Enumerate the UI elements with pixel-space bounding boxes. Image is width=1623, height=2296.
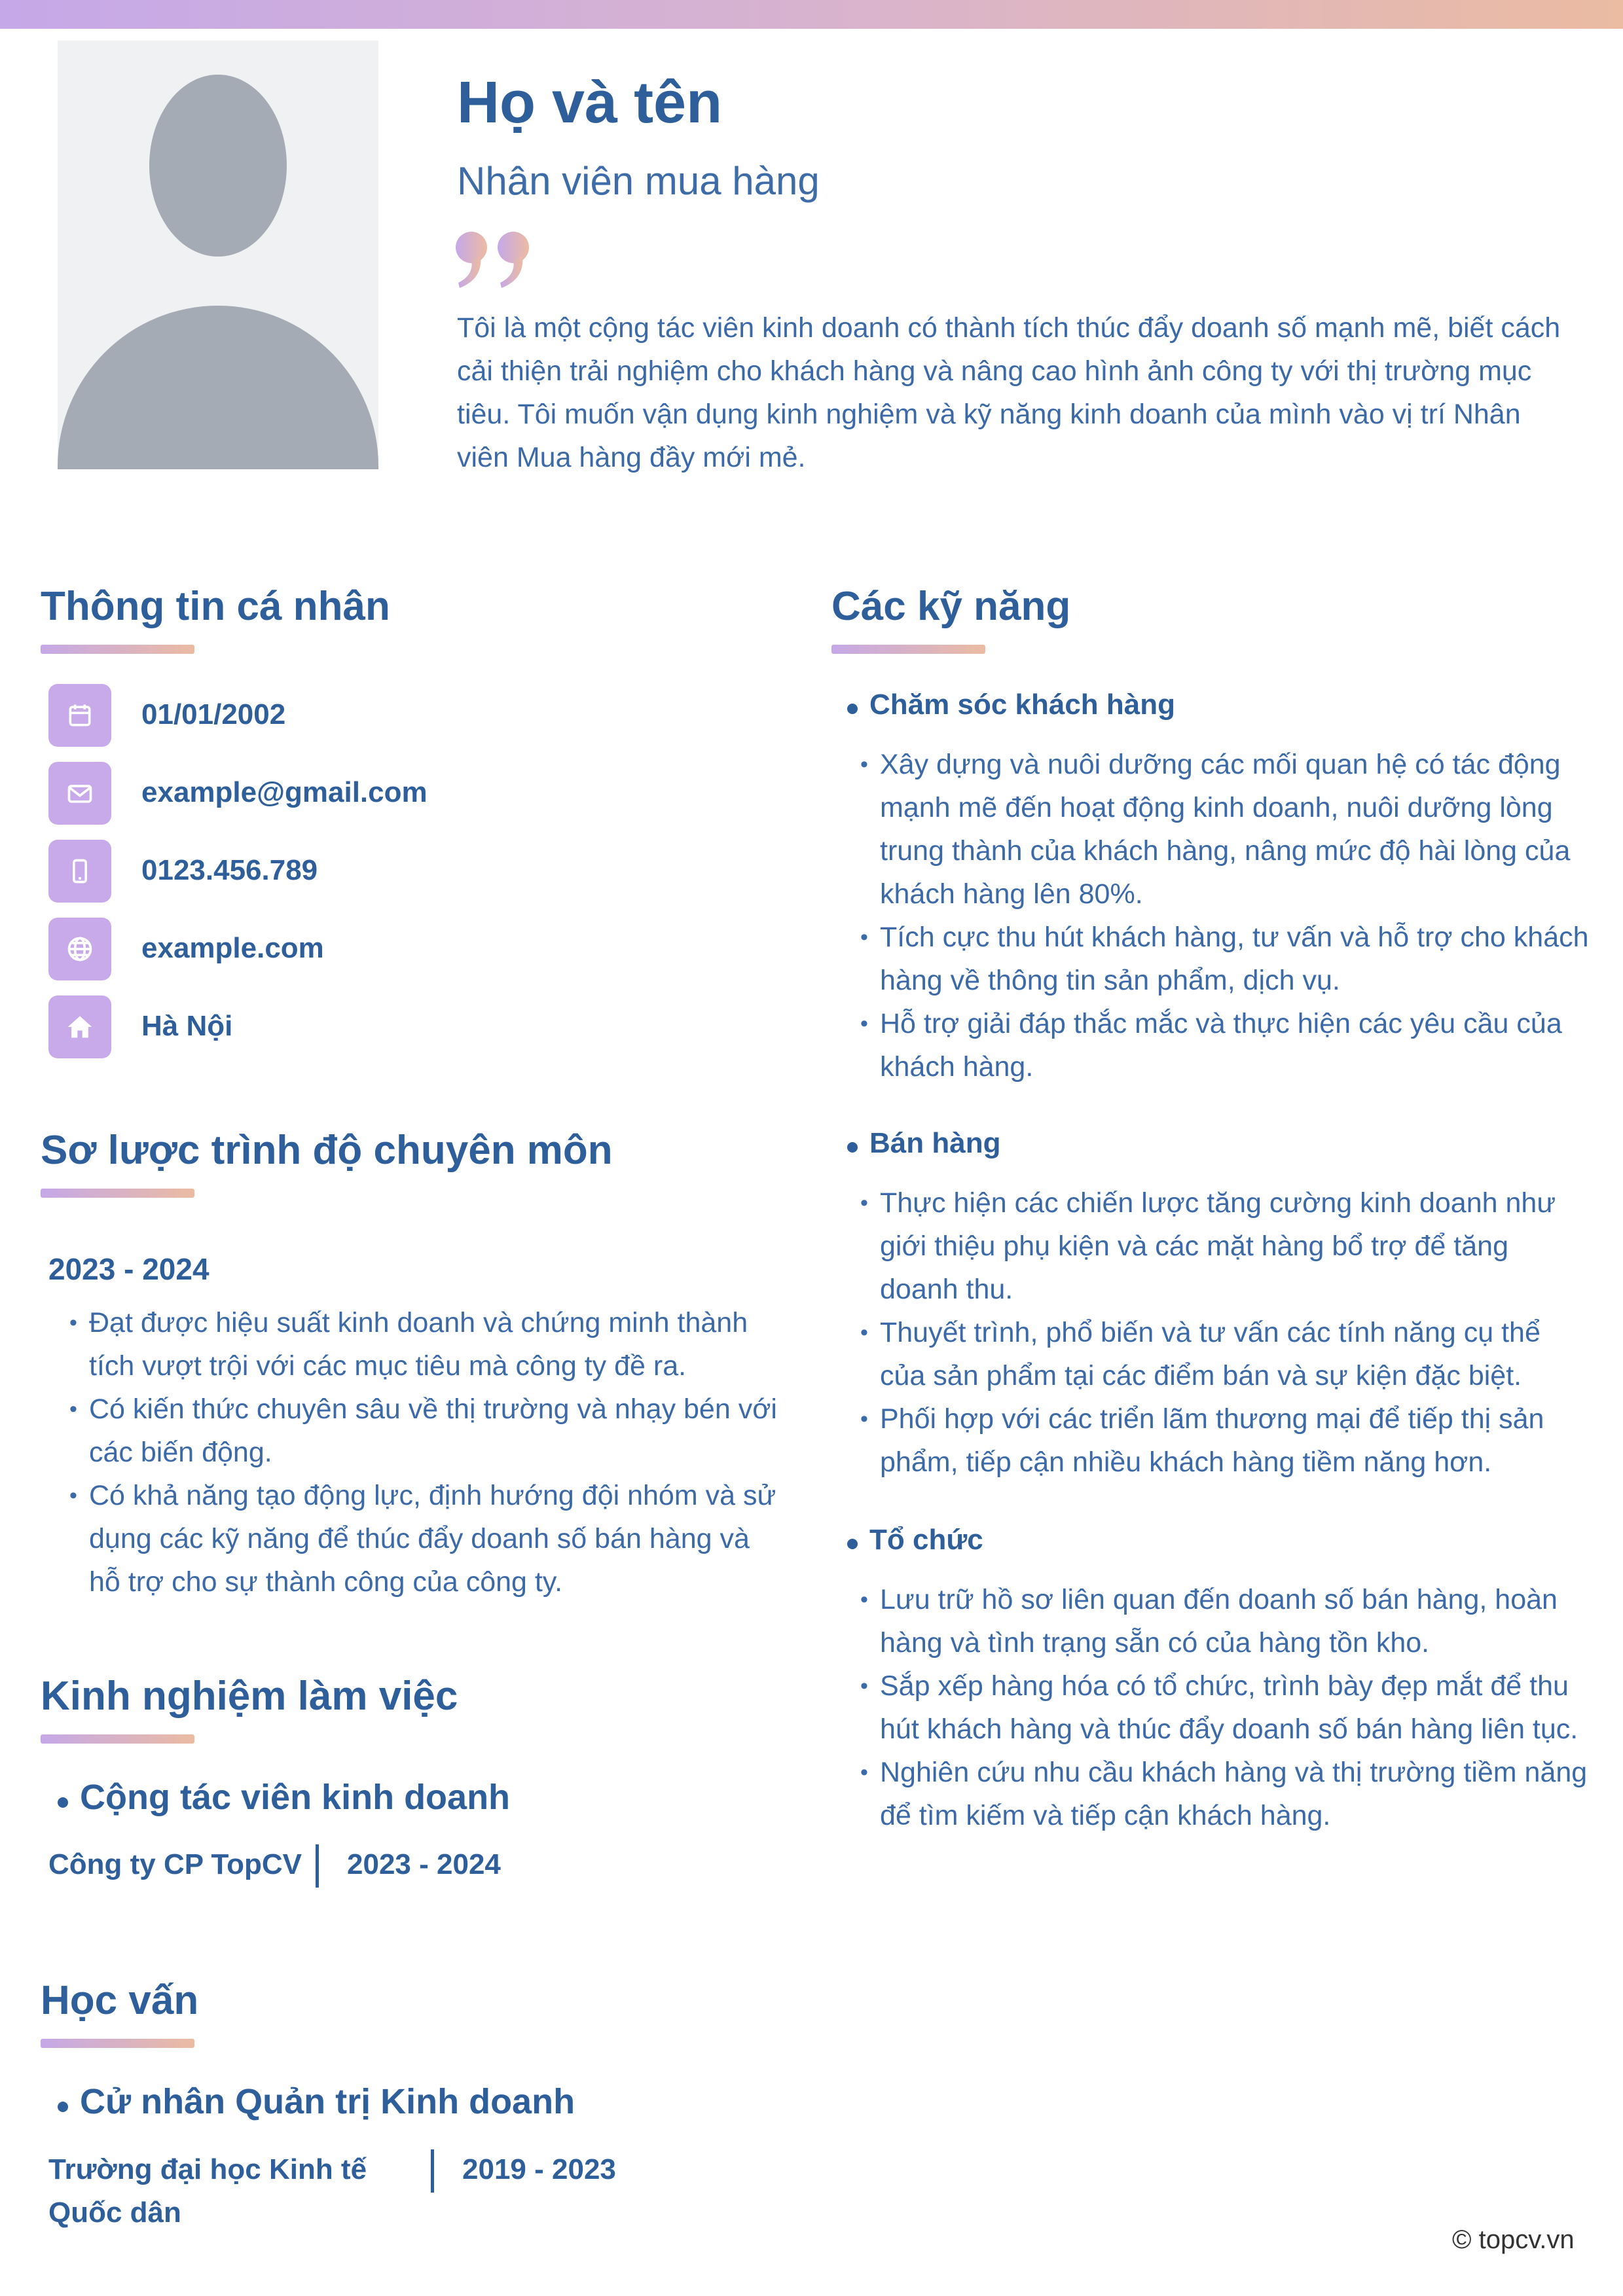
section-divider [41,645,194,654]
education-start: 2019 [462,2153,526,2185]
copyright: © topcv.vn [1452,2225,1575,2254]
list-item: • Xây dựng và nuôi dưỡng các mối quan hệ có tác động mạnh mẽ đến hoạt động kinh doanh, nuôi dưỡng lòng trung thành của khách hàng, nâng mức độ hài lòng của khách hàng lên 80%. [851,743,1591,916]
contact-value: Hà Nội [141,1010,233,1042]
section-divider [41,2039,194,2048]
full-name: Họ và tên [457,70,723,135]
contact-birthday [48,684,703,747]
top-gradient-bar [0,0,1623,29]
list-item: • Hỗ trợ giải đáp thắc mắc và thực hiện các yêu cầu của khách hàng. [851,1002,1591,1088]
list-item: • Có kiến thức chuyên sâu về thị trường và nhạy bén với các biến động. [60,1388,787,1474]
bullet-dot [847,704,858,714]
vertical-separator [431,2149,434,2193]
contact-address [48,996,703,1058]
list-item: • Có khả năng tạo động lực, định hướng đội nhóm và sử dụng các kỹ năng để thúc đẩy doanh số bán hàng và hỗ trợ cho sự thành công của công ty. [60,1474,787,1604]
bullet-dot [58,2102,68,2112]
education-end: 2023 [552,2153,616,2185]
list-item: • Lưu trữ hồ sơ liên quan đến doanh số bán hàng, hoàn hàng và tình trạng sẵn có của hàng tồn kho. [851,1578,1591,1664]
home-icon [48,996,111,1058]
skill-group-title [847,1524,983,1556]
skill-group-list [851,1578,1591,1837]
education-dates: 2019 - 2023 [462,2153,616,2185]
bullet-dot [847,1142,858,1153]
list-item: • Thực hiện các chiến lược tăng cường kinh doanh như giới thiệu phụ kiện và các mặt hàng bổ trợ để tăng doanh thu. [851,1181,1591,1311]
education-heading: Học vấn [41,1978,199,2023]
experience-start: 2023 [347,1848,411,1880]
calendar-icon [48,684,111,747]
education-school-line2: Quốc dân [48,2197,181,2229]
avatar [58,41,378,469]
section-divider [41,1734,194,1744]
education-school-line1: Trường đại học Kinh tế [48,2153,367,2185]
avatar-head [149,75,287,257]
personal-heading: Thông tin cá nhân [41,584,390,629]
qualifications-list [60,1301,787,1604]
list-item: • Thuyết trình, phổ biến và tư vấn các tính năng cụ thể của sản phẩm tại các điểm bán và sự kiện đặc biệt. [851,1311,1591,1397]
list-item: • Nghiên cứu nhu cầu khách hàng và thị trường tiềm năng để tìm kiếm và tiếp cận khách hàng. [851,1751,1591,1837]
phone-icon [48,840,111,903]
contact-phone [48,840,703,903]
contact-value: 01/01/2002 [141,698,286,730]
skill-group-list [851,1181,1591,1484]
skills-heading: Các kỹ năng [831,584,1071,629]
avatar-body [58,306,378,469]
qualifications-period: 2023 - 2024 [48,1252,210,1286]
experience-role-text: Cộng tác viên kinh doanh [80,1778,511,1817]
vertical-separator [316,1844,319,1888]
education-degree [58,2081,575,2122]
list-item: • Sắp xếp hàng hóa có tổ chức, trình bày đẹp mắt để thu hút khách hàng và thúc đẩy doanh số bán hàng liên tục. [851,1664,1591,1751]
list-item: • Phối hợp với các triển lãm thương mại để tiếp thị sản phẩm, tiếp cận nhiều khách hàng tiềm năng hơn. [851,1397,1591,1484]
contact-value[interactable]: example@gmail.com [141,776,428,808]
bullet-dot [847,1539,858,1549]
skill-title-text: Bán hàng [869,1127,1001,1159]
quote-icon [454,229,539,289]
skill-group-title [847,1127,1000,1160]
list-item: • Đạt được hiệu suất kinh doanh và chứng minh thành tích vượt trội với các mục tiêu mà công ty đề ra. [60,1301,787,1388]
contact-email [48,762,703,825]
contact-value: 0123.456.789 [141,854,318,886]
summary-text: Tôi là một cộng tác viên kinh doanh có thành tích thúc đẩy doanh số mạnh mẽ, biết cách cải thiện trải nghiệm cho khách hàng và nâng cao hình ảnh công ty với thị trường mục tiêu. Tôi muốn vận dụng kinh nghiệm và kỹ năng kinh doanh của mình vào vị trí Nhân viên Mua hàng đầy mới mẻ. [457,312,1561,473]
education-degree-text: Cử nhân Quản trị Kinh doanh [80,2082,575,2121]
skill-group-title [847,689,1175,721]
experience-heading: Kinh nghiệm làm việc [41,1674,458,1719]
skill-title-text: Tổ chức [869,1524,983,1556]
experience-company: Công ty CP TopCV [48,1848,302,1880]
experience-dates: 2023 - 2024 [347,1848,501,1880]
list-item: • Tích cực thu hút khách hàng, tư vấn và hỗ trợ cho khách hàng về thông tin sản phẩm, dịch vụ. [851,916,1591,1002]
section-divider [831,645,985,654]
globe-icon [48,918,111,980]
mail-icon [48,762,111,825]
experience-end: 2024 [437,1848,501,1880]
section-divider [41,1189,194,1198]
skill-title-text: Chăm sóc khách hàng [869,689,1176,721]
contact-value[interactable]: example.com [141,932,324,964]
experience-role [58,1777,510,1818]
bullet-dot [58,1797,68,1808]
skill-group-list [851,743,1591,1088]
qualifications-heading: Sơ lược trình độ chuyên môn [41,1128,613,1173]
job-title: Nhân viên mua hàng [457,159,820,203]
contact-website [48,918,703,980]
